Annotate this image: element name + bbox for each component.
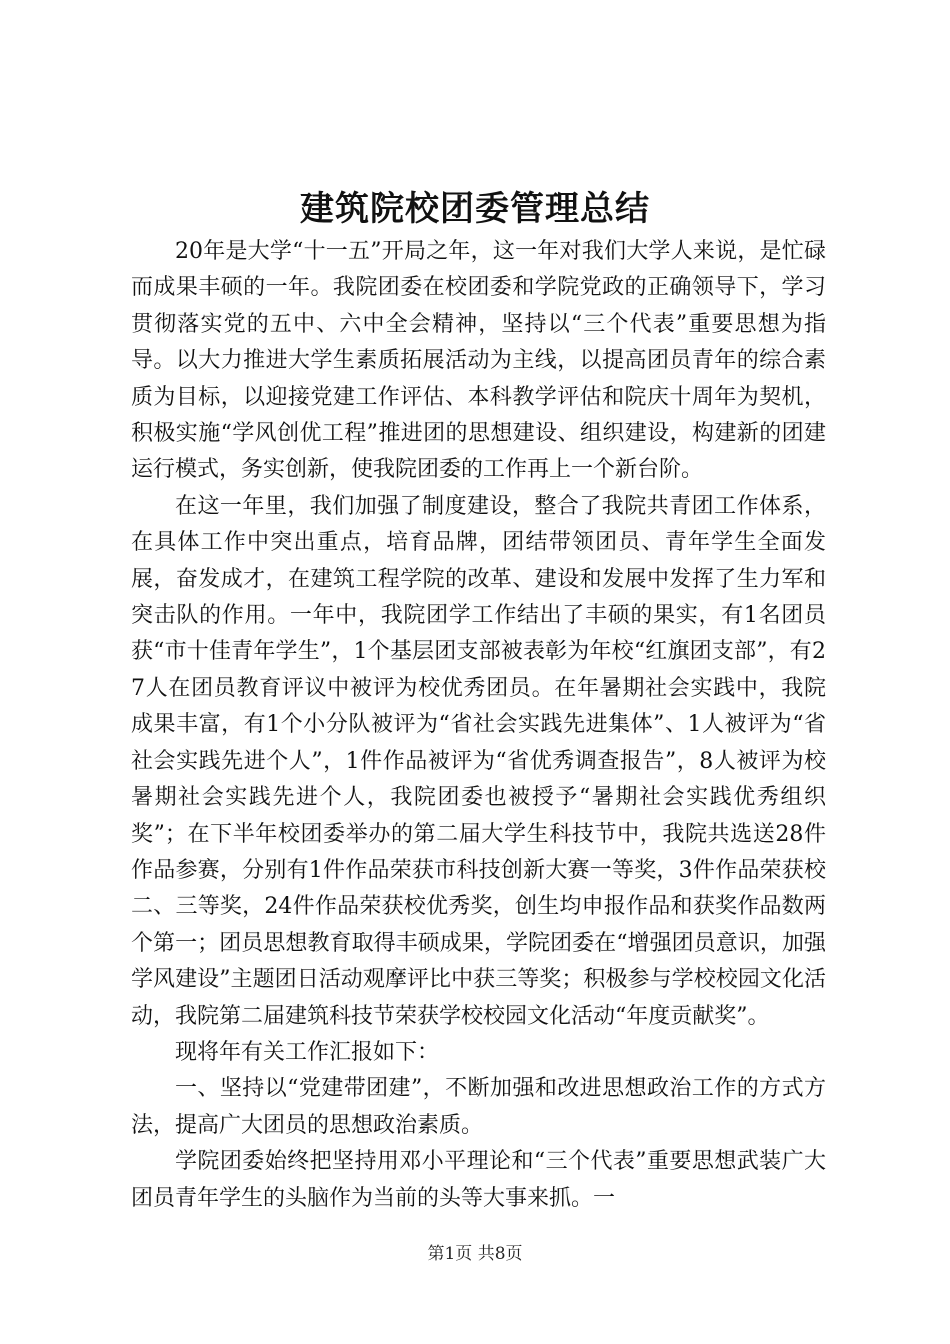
paragraph-achievements: 在这一年里，我们加强了制度建设，整合了我院共青团工作体系，在具体工作中突出重点，培育品牌，团结带领团员、青年学生全面发展，奋发成才，在建筑工程学院的改革、建设和发展中发挥了生力军和突击队的作用。一年中，我院团学工作结出了丰硕的果实，有1名团员获“市十佳青年学生”，1个基层团支部被表彰为年校“红旗团支部”，有27人在团员教育评议中被评为校优秀团员。在年暑期社会实践中，我院成果丰富，有1个小分队被评为“省社会实践先进集体”、1人被评为“省社会实践先进个人”，1件作品被评为“省优秀调查报告”，8人被评为校暑期社会实践先进个人，我院团委也被授予“暑期社会实践优秀组织奖”；在下半年校团委举办的第二届大学生科技节中，我院共选送28件作品参赛，分别有1件作品荣获市科技创新大赛一等奖，3件作品荣获校二、三等奖，24件作品荣获校优秀奖，创生均申报作品和获奖作品数两个第一；团员思想教育取得丰硕成果，学院团委在“增强团员意识，加强学风建设”主题团日活动观摩评比中获三等奖；积极参与学校校园文化活动，我院第二届建筑科技节荣获学校校园文化活动“年度贡献奖”。: [131, 493, 826, 1029]
paragraph-report-lead: 现将年有关工作汇报如下：: [175, 1039, 440, 1065]
document-title: 建筑院校团委管理总结: [300, 189, 650, 229]
document-body: [131, 234, 826, 1217]
section-heading-1: 一、坚持以“党建带团建”，不断加强和改进思想政治工作的方式方法，提高广大团员的思想政治素质。: [131, 1076, 826, 1138]
page-number-footer: 第1页 共8页: [427, 1244, 523, 1264]
paragraph-section-1: 学院团委始终把坚持用邓小平理论和“三个代表”重要思想武装广大团员青年学生的头脑作为当前的头等大事来抓。一: [131, 1149, 826, 1211]
paragraph-intro: 20年是大学“十一五”开局之年，这一年对我们大学人来说，是忙碌而成果丰硕的一年。我院团委在校团委和学院党政的正确领导下，学习贯彻落实党的五中、六中全会精神，坚持以“三个代表”重要思想为指导。以大力推进大学生素质拓展活动为主线，以提高团员青年的综合素质为目标，以迎接党建工作评估、本科教学评估和院庆十周年为契机，积极实施“学风创优工程”推进团的思想建设、组织建设，构建新的团建运行模式，务实创新，使我院团委的工作再上一个新台阶。: [131, 239, 826, 483]
